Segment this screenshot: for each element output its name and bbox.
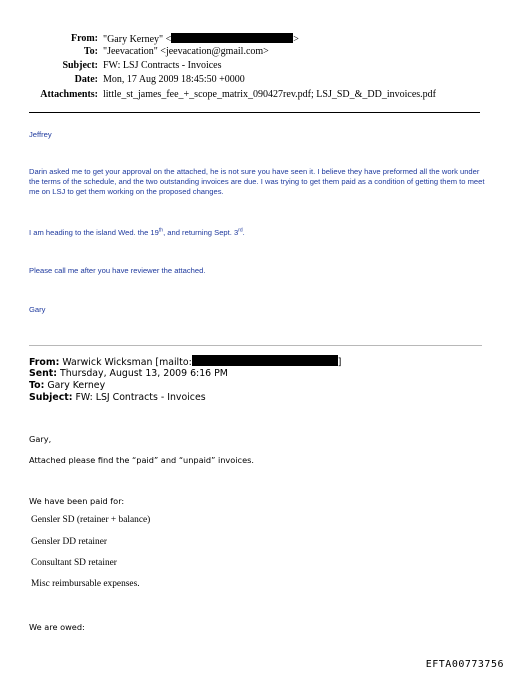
paid-intro: We have been paid for: xyxy=(29,496,125,506)
owed-intro: We are owed: xyxy=(29,622,85,632)
paid-item: Consultant SD retainer xyxy=(31,558,117,568)
header-divider xyxy=(29,112,480,113)
fwd-line-1: Attached please find the “paid” and “unpaid” invoices. xyxy=(29,455,254,465)
redaction-bar xyxy=(192,355,338,366)
paid-item: Gensler SD (retainer + balance) xyxy=(31,515,151,525)
subject-label: Subject: xyxy=(62,60,98,71)
message-paragraph-2: I am heading to the island Wed. the 19th, and returning Sept. 3rd. xyxy=(29,227,245,237)
message-paragraph-1: Darin asked me to get your approval on the attached, he is not sure you have seen it. I believe they have preformed all the work under the terms of the schedule, and the two outstanding invoices are due. I was trying to get them paid as a condition of getting them to meet me on LSJ to get them working on the proposed changes. xyxy=(29,167,485,196)
bates-number: EFTA00773756 xyxy=(425,659,504,670)
to-label: To: xyxy=(83,46,98,57)
subject-value: FW: LSJ Contracts - Invoices xyxy=(103,60,222,71)
attachments-value: little_st_james_fee_+_scope_matrix_090427rev.pdf; LSJ_SD_&_DD_invoices.pdf xyxy=(103,89,436,100)
redaction-bar xyxy=(171,33,293,43)
from-value: "Gary Kerney" < > xyxy=(103,34,299,45)
paid-item: Gensler DD retainer xyxy=(31,537,108,547)
message-signature: Gary xyxy=(29,305,46,314)
forward-divider xyxy=(29,345,482,346)
fwd-to-line: To: Gary Kerney xyxy=(29,380,106,391)
fwd-subject-line: Subject: FW: LSJ Contracts - Invoices xyxy=(29,392,206,403)
fwd-sent-line: Sent: Thursday, August 13, 2009 6:16 PM xyxy=(29,368,228,379)
date-value: Mon, 17 Aug 2009 18:45:50 +0000 xyxy=(103,74,245,85)
message-greeting: Jeffrey xyxy=(29,130,52,139)
message-paragraph-3: Please call me after you have reviewer the attached. xyxy=(29,266,206,275)
fwd-greeting: Gary, xyxy=(29,434,52,444)
paid-item: Misc reimbursable expenses. xyxy=(31,579,140,589)
to-value: "Jeevacation" <jeevacation@gmail.com> xyxy=(103,46,269,57)
date-label: Date: xyxy=(74,74,98,85)
from-label: From: xyxy=(70,33,98,44)
attachments-label: Attachments: xyxy=(40,89,98,100)
fwd-from-line: From: Warwick Wicksman [mailto: ] xyxy=(29,357,342,368)
